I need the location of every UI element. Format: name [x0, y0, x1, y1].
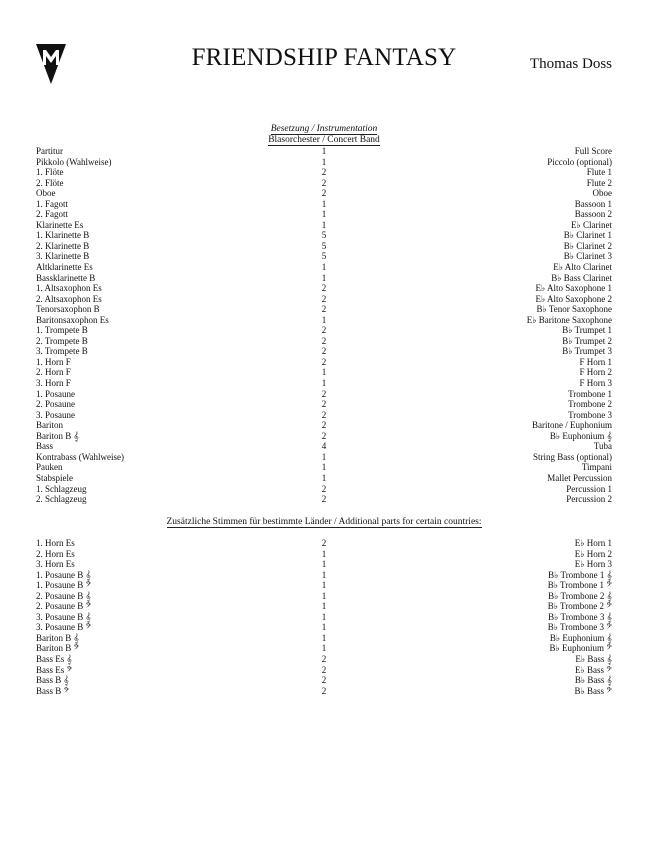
instrument-name-de: Klarinette Es [36, 219, 84, 230]
instrumentation-heading [0, 124, 648, 146]
instrument-row [36, 199, 612, 210]
part-quantity: 1 [321, 462, 327, 473]
instrument-name-en: E♭ Alto Saxophone 1 [535, 283, 612, 294]
instrument-name-de: Bass B 𝄞 [36, 675, 69, 686]
instrument-row [36, 157, 612, 168]
instrument-row [36, 167, 612, 178]
instrument-name-de: Bariton B 𝄞 [36, 430, 79, 441]
instrument-name-de: 2. Klarinette B [36, 240, 90, 251]
composer-name: Thomas Doss [529, 56, 612, 72]
instrument-name-en: E♭ Bass 𝄞 [575, 654, 612, 665]
instrument-name-en: Full Score [574, 146, 612, 156]
instrument-name-de: 1. Horn F [36, 356, 71, 367]
instrument-name-de: 1. Trompete B [36, 325, 88, 336]
part-quantity: 2 [321, 685, 327, 696]
instrument-name-en: Percussion 1 [566, 483, 612, 494]
instrument-name-en: B♭ Bass Clarinet [551, 272, 612, 283]
instrument-row [36, 633, 612, 644]
instrument-row [36, 643, 612, 654]
instrument-name-de: 2. Flöte [36, 177, 64, 188]
instrument-name-en: B♭ Trombone 1 𝄢 [547, 580, 612, 591]
part-quantity: 2 [321, 335, 327, 346]
instrument-name-de: 3. Horn F [36, 378, 71, 389]
instrument-name-de: Tenorsaxophon B [36, 304, 100, 315]
part-quantity: 2 [321, 399, 327, 410]
instrument-name-en: Flute 1 [586, 167, 612, 178]
part-quantity: 2 [321, 325, 327, 336]
instrument-name-en: Oboe [592, 188, 612, 199]
instrument-name-de: 2. Fagott [36, 209, 69, 220]
instrument-row [36, 346, 612, 357]
part-quantity: 1 [321, 219, 327, 230]
instrument-row [36, 420, 612, 431]
part-quantity: 1 [321, 472, 327, 483]
part-quantity: 1 [321, 198, 327, 209]
instrument-name-en: E♭ Horn 1 [574, 538, 612, 548]
instrument-row [36, 209, 612, 220]
part-quantity: 2 [321, 346, 327, 357]
instrument-name-de: 1. Schlagzeug [36, 483, 87, 494]
instrument-name-de: Stabspiele [36, 472, 73, 483]
instrument-name-en: E♭ Alto Clarinet [553, 262, 612, 273]
instrument-name-en: B♭ Euphonium 𝄢 [549, 643, 612, 654]
part-quantity: 1 [321, 272, 327, 283]
instrument-name-de: 1. Altsaxophon Es [36, 283, 102, 294]
instrument-name-de: 2. Posaune B 𝄢 [36, 601, 92, 612]
instrument-name-de: 3. Trompete B [36, 346, 88, 357]
instrument-row [36, 367, 612, 378]
part-quantity: 1 [321, 601, 327, 612]
instrument-name-en: String Bass (optional) [533, 451, 612, 462]
part-quantity: 2 [321, 283, 327, 294]
instrument-name-en: B♭ Trumpet 2 [562, 335, 612, 346]
instrument-row [36, 580, 612, 591]
instrument-row [36, 304, 612, 315]
instrument-name-en: Trombone 1 [568, 388, 612, 399]
instrument-name-en: Mallet Percussion [547, 472, 612, 483]
instrument-name-en: B♭ Bass 𝄢 [574, 685, 612, 696]
instrumentation-list [36, 146, 612, 505]
instrument-name-de: Bassklarinette B [36, 272, 96, 283]
instrument-name-de: 3. Klarinette B [36, 251, 90, 262]
instrument-name-de: 3. Posaune B 𝄢 [36, 622, 92, 633]
part-quantity: 2 [321, 356, 327, 367]
instrument-name-en: B♭ Trumpet 1 [562, 325, 612, 336]
instrument-name-de: 1. Posaune [36, 388, 75, 399]
instrument-name-en: Trombone 2 [568, 399, 612, 410]
instrument-name-en: E♭ Baritone Saxophone [526, 314, 612, 325]
instrument-name-en: B♭ Clarinet 2 [563, 240, 612, 251]
additional-parts-list [36, 538, 612, 696]
part-quantity: 1 [321, 622, 327, 633]
part-quantity: 2 [321, 664, 327, 675]
instrument-row [36, 675, 612, 686]
instrument-name-en: Timpani [581, 462, 612, 473]
part-quantity: 5 [321, 251, 327, 262]
instrument-name-de: Pikkolo (Wahlweise) [36, 156, 112, 167]
instrument-name-en: B♭ Trombone 2 𝄢 [547, 601, 612, 612]
instrument-row [36, 357, 612, 368]
instrument-row [36, 612, 612, 623]
instrument-row [36, 188, 612, 199]
instrument-row [36, 378, 612, 389]
instrument-name-de: Bass [36, 441, 54, 452]
part-quantity: 2 [321, 494, 327, 505]
part-quantity: 1 [321, 569, 327, 580]
instrument-name-de: 2. Horn Es [36, 548, 75, 559]
instrument-name-de: 1. Horn Es [36, 538, 75, 548]
instrument-name-en: Baritone / Euphonium [532, 420, 612, 431]
instrument-name-en: B♭ Trombone 3 𝄢 [547, 622, 612, 633]
instrument-name-en: E♭ Alto Saxophone 2 [535, 293, 612, 304]
instrument-name-en: F Horn 2 [579, 367, 612, 378]
instrument-name-en: Piccolo (optional) [547, 156, 612, 167]
instrument-row [36, 494, 612, 505]
instrument-name-de: 1. Klarinette B [36, 230, 90, 241]
part-quantity: 1 [321, 643, 327, 654]
instrument-name-de: 1. Posaune B 𝄢 [36, 580, 92, 591]
instrument-row [36, 549, 612, 560]
instrument-row [36, 441, 612, 452]
instrument-name-de: 3. Horn Es [36, 559, 75, 570]
instrument-name-de: Bariton B 𝄢 [36, 643, 80, 654]
instrument-row [36, 178, 612, 189]
part-quantity: 2 [321, 293, 327, 304]
part-quantity: 2 [321, 304, 327, 315]
instrument-name-de: 3. Posaune B 𝄞 [36, 611, 91, 622]
part-quantity: 2 [321, 430, 327, 441]
instrument-row [36, 262, 612, 273]
instrument-name-en: E♭ Horn 2 [574, 548, 612, 559]
part-quantity: 1 [321, 156, 327, 167]
instrument-row [36, 452, 612, 463]
instrument-row [36, 389, 612, 400]
instrument-row [36, 570, 612, 581]
instrument-name-de: Oboe [36, 188, 56, 199]
instrument-row [36, 336, 612, 347]
instrument-row [36, 654, 612, 665]
instrument-row [36, 230, 612, 241]
instrument-row [36, 220, 612, 231]
instrument-name-en: B♭ Euphonium 𝄞 [549, 430, 612, 441]
instrument-name-de: 2. Altsaxophon Es [36, 293, 102, 304]
part-quantity: 2 [321, 538, 327, 548]
part-quantity: 1 [321, 209, 327, 220]
instrumentation-heading-line1: Besetzung / Instrumentation [270, 124, 378, 134]
instrument-row [36, 665, 612, 676]
part-quantity: 1 [321, 580, 327, 591]
instrument-name-en: B♭ Clarinet 1 [563, 230, 612, 241]
instrument-name-en: B♭ Trumpet 3 [562, 346, 612, 357]
instrument-name-en: B♭ Trombone 3 𝄞 [548, 611, 612, 622]
instrument-name-de: 2. Posaune [36, 399, 75, 410]
instrument-name-de: Partitur [36, 146, 63, 156]
instrument-name-de: Pauken [36, 462, 63, 473]
part-quantity: 1 [321, 262, 327, 273]
part-quantity: 1 [321, 451, 327, 462]
instrument-row [36, 622, 612, 633]
instrument-name-en: Bassoon 1 [574, 198, 612, 209]
instrument-name-de: 1. Flöte [36, 167, 64, 178]
part-quantity: 2 [321, 675, 327, 686]
instrument-row [36, 273, 612, 284]
instrument-name-de: 2. Posaune B 𝄞 [36, 590, 91, 601]
instrument-row [36, 591, 612, 602]
part-quantity: 2 [321, 409, 327, 420]
part-quantity: 4 [321, 441, 327, 452]
instrument-name-en: Tuba [593, 441, 612, 452]
instrument-row [36, 146, 612, 157]
part-quantity: 1 [321, 632, 327, 643]
part-quantity: 2 [321, 188, 327, 199]
instrument-name-de: 3. Posaune [36, 409, 75, 420]
instrument-row [36, 686, 612, 697]
instrument-name-de: Altklarinette Es [36, 262, 93, 273]
instrument-name-de: Bariton B 𝄞 [36, 632, 79, 643]
additional-parts-heading-text: Zusätzliche Stimmen für bestimmte Länder / Additional parts for certain countries: [166, 517, 482, 527]
part-quantity: 1 [321, 378, 327, 389]
part-quantity: 2 [321, 388, 327, 399]
instrument-row [36, 283, 612, 294]
instrument-name-de: 1. Fagott [36, 198, 69, 209]
instrument-name-en: Trombone 3 [568, 409, 612, 420]
instrument-name-en: B♭ Tenor Saxophone [536, 304, 612, 315]
part-quantity: 5 [321, 240, 327, 251]
part-quantity: 2 [321, 420, 327, 431]
instrument-name-en: E♭ Clarinet [571, 219, 612, 230]
instrument-name-en: B♭ Clarinet 3 [563, 251, 612, 262]
instrument-name-de: Kontrabass (Wahlweise) [36, 451, 124, 462]
instrument-row [36, 473, 612, 484]
instrument-name-de: Bass B 𝄢 [36, 685, 70, 696]
instrument-row [36, 484, 612, 495]
instrument-name-en: E♭ Bass 𝄢 [574, 664, 612, 675]
instrument-name-de: Bass Es 𝄞 [36, 654, 72, 665]
instrumentation-heading-line2: Blasorchester / Concert Band [268, 135, 380, 145]
instrument-name-en: Bassoon 2 [574, 209, 612, 220]
instrument-name-en: Percussion 2 [566, 494, 612, 505]
part-quantity: 2 [321, 483, 327, 494]
instrument-row [36, 325, 612, 336]
instrument-name-en: E♭ Horn 3 [574, 559, 612, 570]
instrument-row [36, 294, 612, 305]
instrument-row [36, 251, 612, 262]
instrument-name-de: 1. Posaune B 𝄞 [36, 569, 91, 580]
page-title: FRIENDSHIP FANTASY [191, 44, 457, 71]
instrument-name-en: B♭ Euphonium 𝄞 [549, 632, 612, 643]
instrument-name-de: 2. Trompete B [36, 335, 88, 346]
part-quantity: 1 [321, 146, 327, 156]
instrument-name-en: F Horn 1 [579, 356, 612, 367]
instrument-name-de: Bass Es 𝄢 [36, 664, 73, 675]
part-quantity: 1 [321, 548, 327, 559]
instrument-name-de: 2. Horn F [36, 367, 71, 378]
instrument-row [36, 241, 612, 252]
instrument-name-en: B♭ Trombone 1 𝄞 [548, 569, 612, 580]
instrument-name-en: F Horn 3 [579, 378, 612, 389]
part-quantity: 1 [321, 611, 327, 622]
instrument-row [36, 462, 612, 473]
instrument-name-de: Bariton [36, 420, 63, 431]
instrument-row [36, 431, 612, 442]
part-quantity: 2 [321, 177, 327, 188]
part-quantity: 5 [321, 230, 327, 241]
instrument-name-en: B♭ Bass 𝄞 [574, 675, 612, 686]
part-quantity: 2 [321, 167, 327, 178]
instrument-row [36, 538, 612, 549]
part-quantity: 1 [321, 590, 327, 601]
instrument-row [36, 315, 612, 326]
part-quantity: 1 [321, 559, 327, 570]
instrument-name-en: B♭ Trombone 2 𝄞 [548, 590, 612, 601]
instrument-row [36, 399, 612, 410]
instrument-row [36, 410, 612, 421]
part-quantity: 1 [321, 314, 327, 325]
instrument-row [36, 601, 612, 612]
instrument-row [36, 559, 612, 570]
additional-parts-heading [0, 517, 648, 527]
part-quantity: 2 [321, 654, 327, 665]
instrument-name-en: Flute 2 [586, 177, 612, 188]
instrument-name-de: 2. Schlagzeug [36, 494, 87, 505]
part-quantity: 1 [321, 367, 327, 378]
instrument-name-de: Baritonsaxophon Es [36, 314, 109, 325]
